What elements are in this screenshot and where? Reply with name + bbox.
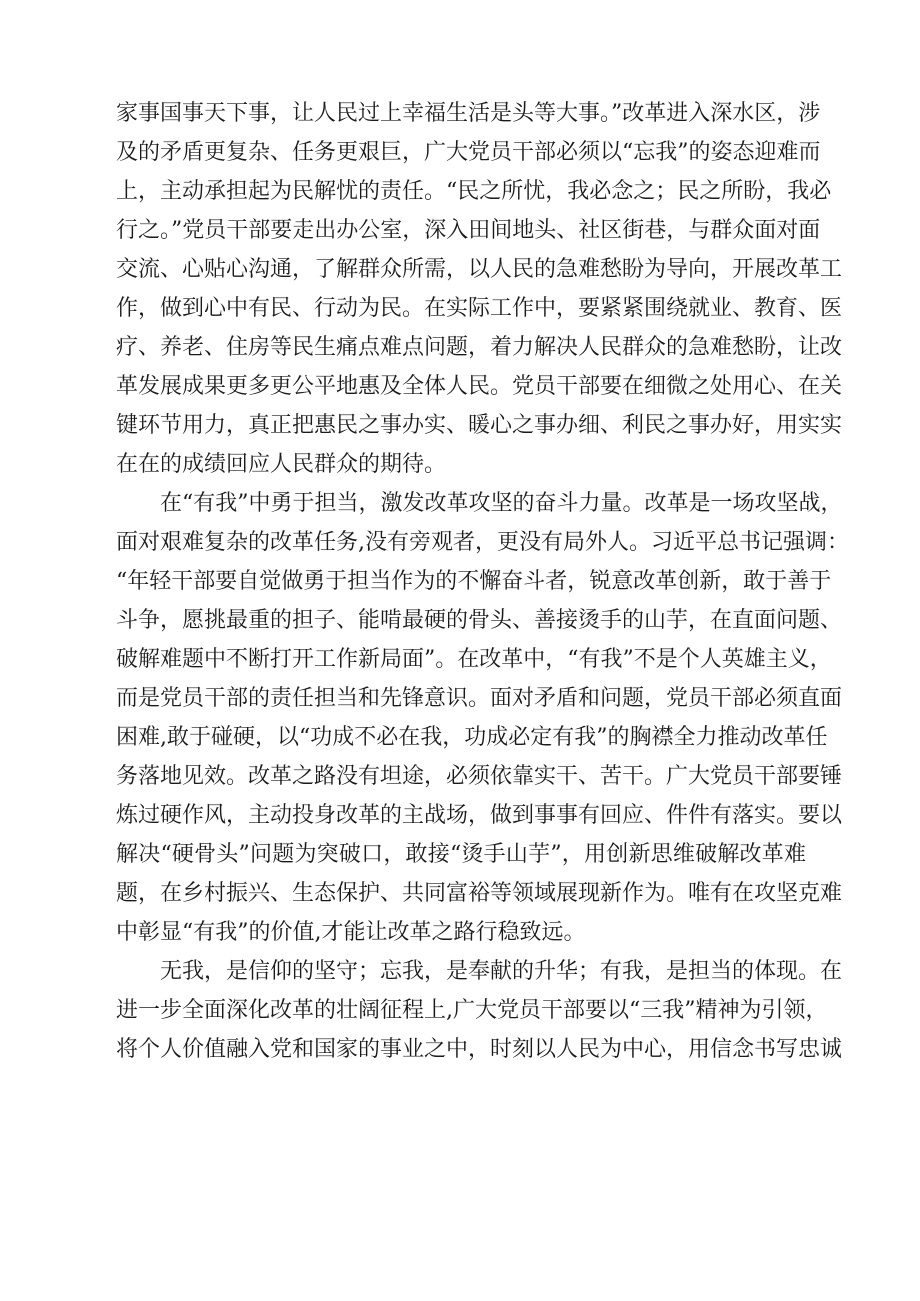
text-line: 务落地见效。改革之路没有坦途，必须依靠实干、苦干。广大党员干部要锤 [116, 764, 843, 789]
text-line: 行之。”党员干部要走出办公室，深入田间地头、社区街巷，与群众面对面 [116, 218, 821, 243]
text-line: “年轻干部要自觉做勇于担当作为的不懈奋斗者，锐意改革创新，敢于善于 [116, 569, 832, 594]
text-line: 革发展成果更多更公平地惠及全体人民。党员干部要在细微之处用心、在关 [116, 374, 843, 399]
text-line: 上，主动承担起为民解忧的责任。“民之所忧，我必念之；民之所盼，我必 [116, 179, 832, 204]
paragraph-last-line: 在在的成绩回应人民群众的期待。 [116, 452, 447, 477]
text-line: 将个人价值融入党和国家的事业之中，时刻以人民为中心，用信念书写忠诚 [116, 1037, 843, 1062]
text-line: 困难,敢于碰硬，以“功成不必在我，功成必定有我”的胸襟全力推动改革任 [116, 725, 828, 750]
text-line: 疗、养老、住房等民生痛点难点问题，着力解决人民群众的急难愁盼，让改 [116, 335, 843, 360]
text-line: 题，在乡村振兴、生态保护、共同富裕等领域展现新作为。唯有在攻坚克难 [116, 881, 843, 906]
text-line: 解决“硬骨头”问题为突破口，敢接“烫手山芋”，用创新思维破解改革难 [116, 842, 806, 867]
text-line: 家事国事天下事，让人民过上幸福生活是头等大事。”改革进入深水区，涉 [116, 101, 821, 126]
text-line: 而是党员干部的责任担当和先锋意识。面对矛盾和问题，党员干部必须直面 [116, 686, 843, 711]
paragraph-last-line: 中彰显“有我”的价值,才能让改革之路行稳致远。 [116, 920, 586, 945]
text-line: 斗争，愿挑最重的担子、能啃最硬的骨头、善接烫手的山芋，在直面问题、 [116, 608, 843, 633]
text-line: 面对艰难复杂的改革任务,没有旁观者，更没有局外人。习近平总书记强调： [116, 530, 849, 555]
text-line: 键环节用力，真正把惠民之事办实、暖心之事办细、利民之事办好，用实实 [116, 413, 843, 438]
text-line: 进一步全面深化改革的壮阔征程上,广大党员干部要以“三我”精神为引领， [116, 998, 828, 1023]
text-line: 交流、心贴心沟通，了解群众所需，以人民的急难愁盼为导向，开展改革工 [116, 257, 843, 282]
body-text [116, 94, 849, 1069]
text-line: 破解难题中不断打开工作新局面”。在改革中，“有我”不是个人英雄主义， [116, 647, 832, 672]
text-line: 作，做到心中有民、行动为民。在实际工作中，要紧紧围绕就业、教育、医 [116, 296, 843, 321]
paragraph-first-line: 在“有我”中勇于担当，激发改革攻坚的奋斗力量。改革是一场攻坚战， [160, 491, 843, 516]
text-line: 及的矛盾更复杂、任务更艰巨，广大党员干部必须以“忘我”的姿态迎难而 [116, 140, 821, 165]
paragraph-first-line: 无我，是信仰的坚守；忘我，是奉献的升华；有我，是担当的体现。在 [160, 959, 843, 984]
text-line: 炼过硬作风，主动投身改革的主战场，做到事事有回应、件件有落实。要以 [116, 803, 843, 828]
